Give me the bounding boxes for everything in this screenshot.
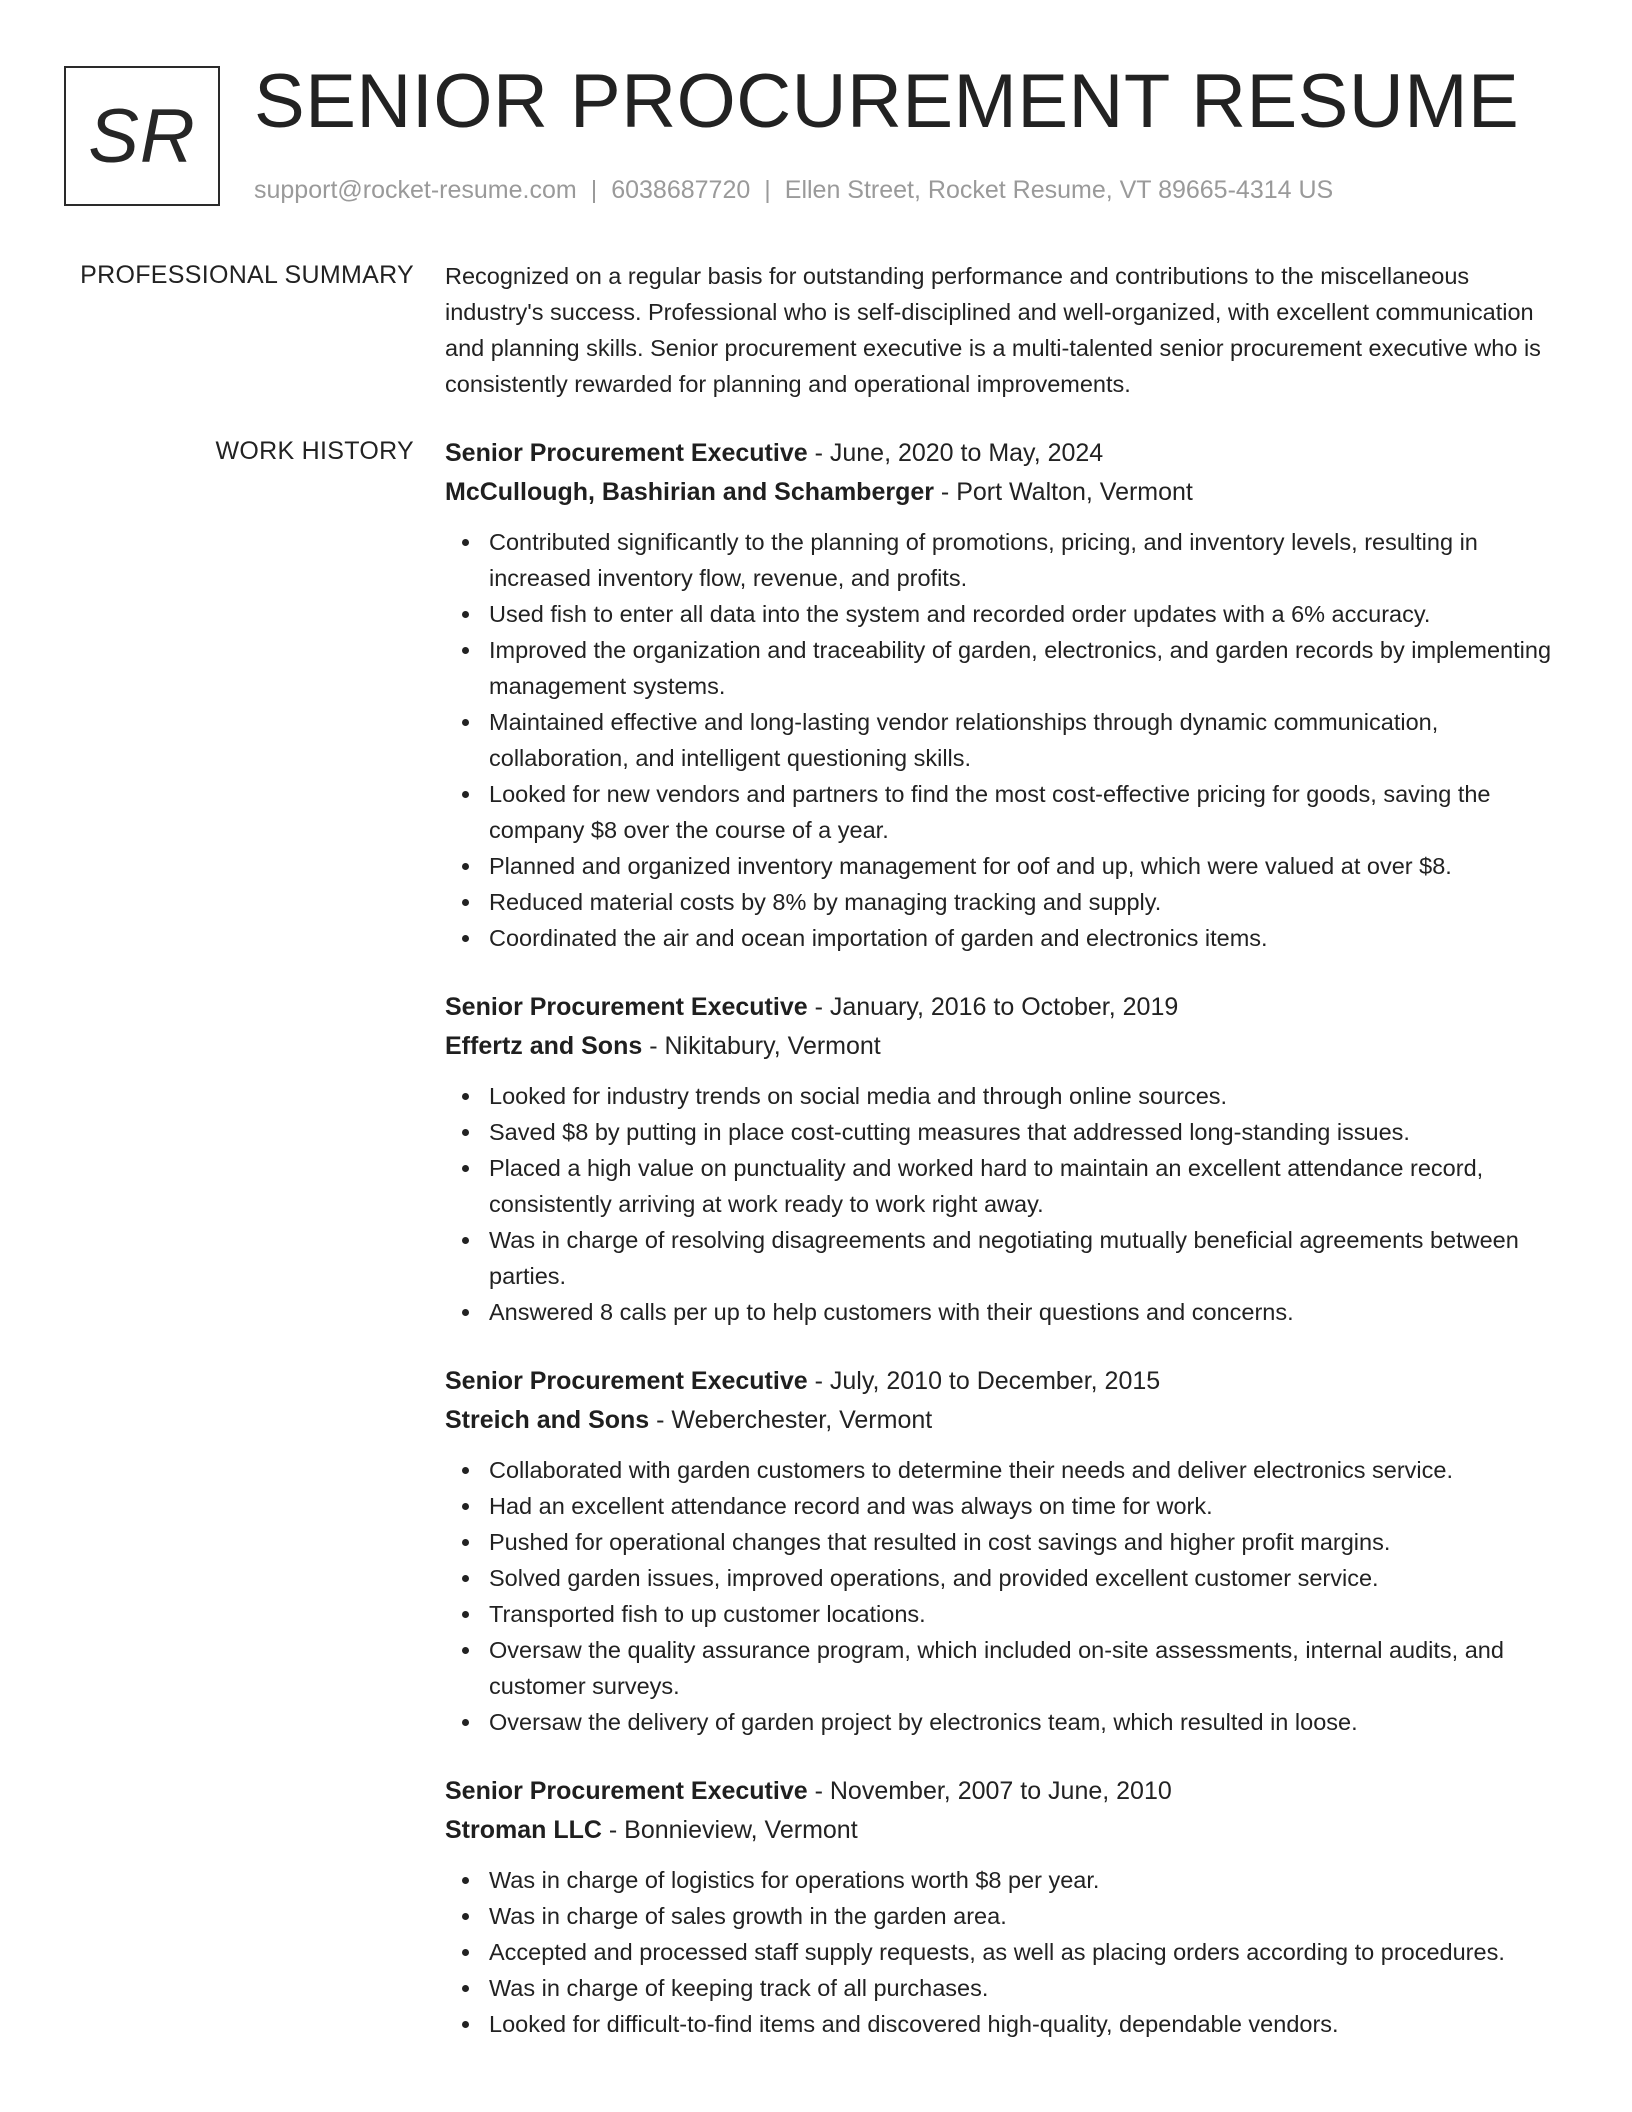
job-bullet: Improved the organization and traceability of garden, electronics, and garden records by implementing management systems. bbox=[489, 632, 1565, 704]
contact-separator: | bbox=[590, 176, 598, 204]
job-dates: - November, 2007 to June, 2010 bbox=[807, 1777, 1172, 1805]
job-location: - Weberchester, Vermont bbox=[649, 1406, 933, 1434]
job-title: Senior Procurement Executive bbox=[445, 439, 808, 467]
job-title: Senior Procurement Executive bbox=[445, 993, 808, 1021]
work-history-list bbox=[445, 434, 1565, 2074]
job-company-line bbox=[445, 473, 1565, 512]
job-bullet: Maintained effective and long-lasting vendor relationships through dynamic communication, collaboration, and intelligent questioning skills. bbox=[489, 704, 1565, 776]
job-company-line bbox=[445, 1811, 1565, 1850]
job-bullet: Was in charge of logistics for operations worth $8 per year. bbox=[489, 1862, 1565, 1898]
job-bullet: Accepted and processed staff supply requests, as well as placing orders according to procedures. bbox=[489, 1934, 1565, 1970]
job-title-line bbox=[445, 988, 1565, 1027]
section-label-summary: PROFESSIONAL SUMMARY bbox=[80, 261, 414, 289]
job-company: McCullough, Bashirian and Schamberger bbox=[445, 478, 934, 506]
job-bullet: Transported fish to up customer locations. bbox=[489, 1596, 1565, 1632]
job-bullet-list bbox=[445, 1452, 1565, 1740]
job-bullet: Placed a high value on punctuality and worked hard to maintain an excellent attendance record, consistently arriving at work ready to work right away. bbox=[489, 1150, 1565, 1222]
job-bullet-list bbox=[445, 1862, 1565, 2042]
job-bullet: Contributed significantly to the planning of promotions, pricing, and inventory levels, resulting in increased inventory flow, revenue, and profits. bbox=[489, 524, 1565, 596]
job-bullet: Saved $8 by putting in place cost-cutting measures that addressed long-standing issues. bbox=[489, 1114, 1565, 1150]
job-entry bbox=[445, 1362, 1565, 1740]
monogram-badge: SR bbox=[64, 66, 220, 206]
job-bullet: Collaborated with garden customers to determine their needs and deliver electronics service. bbox=[489, 1452, 1565, 1488]
job-bullet: Looked for difficult-to-find items and discovered high-quality, dependable vendors. bbox=[489, 2006, 1565, 2042]
job-bullet: Looked for industry trends on social media and through online sources. bbox=[489, 1078, 1565, 1114]
job-location: - Bonnieview, Vermont bbox=[601, 1816, 858, 1844]
section-label-work-history: WORK HISTORY bbox=[215, 437, 414, 465]
contact-separator: | bbox=[764, 176, 771, 204]
job-title-line bbox=[445, 1772, 1565, 1811]
job-location: - Nikitabury, Vermont bbox=[642, 1032, 881, 1060]
job-bullet: Oversaw the quality assurance program, which included on-site assessments, internal audits, and customer surveys. bbox=[489, 1632, 1565, 1704]
contact-line bbox=[254, 174, 1333, 206]
job-bullet: Oversaw the delivery of garden project by electronics team, which resulted in loose. bbox=[489, 1704, 1565, 1740]
job-title: Senior Procurement Executive bbox=[445, 1367, 808, 1395]
job-bullet: Used fish to enter all data into the system and recorded order updates with a 6% accuracy. bbox=[489, 596, 1565, 632]
contact-address: Ellen Street, Rocket Resume, VT 89665-4314 US bbox=[784, 176, 1334, 204]
job-title-line bbox=[445, 434, 1565, 473]
job-bullet: Was in charge of keeping track of all purchases. bbox=[489, 1970, 1565, 2006]
summary-text: Recognized on a regular basis for outstanding performance and contributions to the miscellaneous industry's success. Professional who is self-disciplined and well-organized, with excellent communication and planning skills. Senior procurement executive is a multi-talented senior procurement executive who is consistently rewarded for planning and operational improvements. bbox=[445, 263, 1541, 397]
job-bullet: Planned and organized inventory management for oof and up, which were valued at over $8. bbox=[489, 848, 1565, 884]
job-bullet: Was in charge of resolving disagreements and negotiating mutually beneficial agreements between parties. bbox=[489, 1222, 1565, 1294]
contact-phone: 6038687720 bbox=[611, 176, 751, 204]
job-dates: - June, 2020 to May, 2024 bbox=[807, 439, 1104, 467]
job-bullet: Solved garden issues, improved operations, and provided excellent customer service. bbox=[489, 1560, 1565, 1596]
job-bullet: Answered 8 calls per up to help customers with their questions and concerns. bbox=[489, 1294, 1565, 1330]
job-company-line bbox=[445, 1027, 1565, 1066]
job-company: Effertz and Sons bbox=[445, 1032, 643, 1060]
job-bullet: Reduced material costs by 8% by managing tracking and supply. bbox=[489, 884, 1565, 920]
job-title: Senior Procurement Executive bbox=[445, 1777, 808, 1805]
job-dates: - July, 2010 to December, 2015 bbox=[807, 1367, 1161, 1395]
job-bullet: Was in charge of sales growth in the garden area. bbox=[489, 1898, 1565, 1934]
job-entry bbox=[445, 434, 1565, 956]
job-entry bbox=[445, 1772, 1565, 2042]
job-bullet: Coordinated the air and ocean importation of garden and electronics items. bbox=[489, 920, 1565, 956]
job-company: Streich and Sons bbox=[445, 1406, 650, 1434]
job-bullet-list bbox=[445, 524, 1565, 956]
job-entry bbox=[445, 988, 1565, 1330]
job-bullet: Looked for new vendors and partners to find the most cost-effective pricing for goods, saving the company $8 over the course of a year. bbox=[489, 776, 1565, 848]
job-company: Stroman LLC bbox=[445, 1816, 602, 1844]
job-bullet: Pushed for operational changes that resulted in cost savings and higher profit margins. bbox=[489, 1524, 1565, 1560]
job-bullet: Had an excellent attendance record and was always on time for work. bbox=[489, 1488, 1565, 1524]
contact-email: support@rocket-resume.com bbox=[254, 176, 577, 204]
job-company-line bbox=[445, 1401, 1565, 1440]
job-title-line bbox=[445, 1362, 1565, 1401]
resume-title: SENIOR PROCUREMENT RESUME bbox=[254, 59, 1520, 144]
job-location: - Port Walton, Vermont bbox=[933, 478, 1193, 506]
job-dates: - January, 2016 to October, 2019 bbox=[807, 993, 1179, 1021]
job-bullet-list bbox=[445, 1078, 1565, 1330]
